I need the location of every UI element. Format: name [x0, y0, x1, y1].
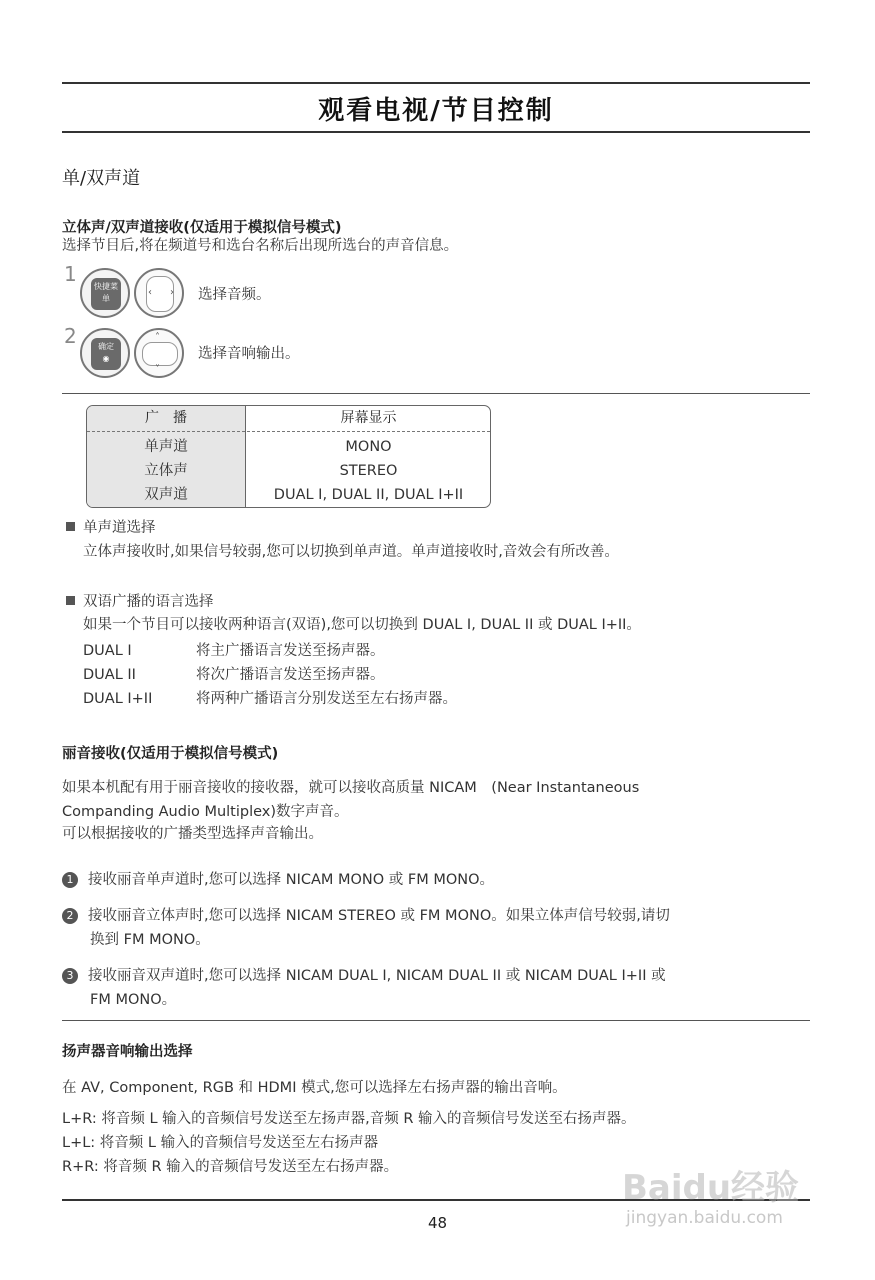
bilingual-title: [66, 590, 214, 614]
section-divider: [62, 1020, 810, 1021]
dual-label: DUAL II: [83, 667, 136, 683]
nicam-item-cont: 换到 FM MONO。: [90, 932, 210, 948]
circled-number: 3: [62, 968, 78, 984]
dual-desc: 将主广播语言发送至扬声器。: [196, 643, 385, 659]
ok-key-label: 确定: [98, 342, 114, 351]
chevron-up-icon: ˄: [155, 332, 160, 343]
speaker-intro: 在 AV, Component, RGB 和 HDMI 模式,您可以选择左右扬声器的输出音响。: [62, 1080, 567, 1096]
table-cell: 双声道: [144, 487, 188, 503]
page-title: 观看电视/节目控制: [318, 96, 554, 126]
mono-select-text: 立体声接收时,如果信号较弱,您可以切换到单声道。单声道接收时,音效会有所改善。: [83, 544, 619, 560]
top-rule: [62, 82, 810, 84]
mono-select-title: [66, 516, 156, 540]
step-text: 选择音频。: [198, 287, 271, 303]
nicam-item-text: 接收丽音立体声时,您可以选择 NICAM STEREO 或 FM MONO。如果立体声信号较弱,请切: [88, 908, 670, 924]
chevron-left-icon: ‹: [148, 287, 152, 298]
nicam-item: [62, 964, 666, 988]
nicam-item-text: 接收丽音双声道时,您可以选择 NICAM DUAL I, NICAM DUAL II 或 NICAM DUAL I+II 或: [88, 968, 666, 984]
table-header-display: 屏幕显示: [340, 410, 397, 426]
table-cell: MONO: [345, 439, 392, 455]
step-number: 2: [64, 324, 77, 348]
step-text: 选择音响输出。: [198, 346, 300, 362]
nicam-para-line2: Companding Audio Multiplex)数字声音。: [62, 804, 349, 820]
nicam-para-line3: 可以根据接收的广播类型选择声音输出。: [62, 826, 323, 842]
nicam-para-line1: 如果本机配有用于丽音接收的接收器，就可以接收高质量 NICAM (Near Instantaneous: [62, 780, 640, 796]
ok-dot-icon: ◉: [102, 354, 110, 363]
table-header-broadcast: 广 播: [145, 410, 187, 426]
page-number: 48: [427, 1214, 448, 1232]
circled-number: 1: [62, 872, 78, 888]
nicam-heading: 丽音接收(仅适用于模拟信号模式): [62, 746, 279, 762]
table-cell: 单声道: [144, 439, 188, 455]
baidu-watermark: Baidu经验: [622, 1168, 800, 1208]
square-bullet-icon: [66, 522, 75, 531]
nicam-item: [62, 868, 494, 892]
speaker-heading: 扬声器音响输出选择: [62, 1044, 193, 1060]
section-divider: [62, 393, 810, 394]
table-header-divider: [87, 431, 490, 432]
section-title: 单/双声道: [62, 168, 141, 189]
stereo-heading: 立体声/双声道接收(仅适用于模拟信号模式): [62, 220, 342, 236]
nicam-item-text: 接收丽音单声道时,您可以选择 NICAM MONO 或 FM MONO。: [88, 872, 495, 888]
nicam-item-cont: FM MONO。: [90, 992, 177, 1008]
baidu-watermark-url: jingyan.baidu.com: [626, 1208, 783, 1228]
up-down-nav-button: [134, 328, 184, 378]
dual-desc: 将次广播语言发送至扬声器。: [196, 667, 385, 683]
quick-menu-button: [80, 268, 130, 318]
bilingual-text: 如果一个节目可以接收两种语言(双语),您可以切换到 DUAL I, DUAL II 或 DUAL I+II。: [83, 617, 641, 633]
dual-desc: 将两种广播语言分别发送至左右扬声器。: [196, 691, 457, 707]
quick-menu-key-label: 快捷菜单: [94, 282, 118, 303]
dual-label: DUAL I+II: [83, 691, 153, 707]
step-number: 1: [64, 262, 77, 286]
broadcast-table: [86, 405, 491, 508]
nav-inner: [142, 342, 178, 366]
speaker-line: R+R: 将音频 R 输入的音频信号发送至左右扬声器。: [62, 1159, 399, 1175]
mono-select-title-text: 单声道选择: [83, 520, 156, 536]
ok-button: [80, 328, 130, 378]
stereo-intro: 选择节目后,将在频道号和选台名称后出现所选台的声音信息。: [62, 238, 459, 254]
bilingual-title-text: 双语广播的语言选择: [83, 594, 214, 610]
circled-number: 2: [62, 908, 78, 924]
quick-menu-key: [91, 278, 121, 310]
table-cell: 立体声: [144, 463, 188, 479]
chevron-right-icon: ›: [170, 287, 174, 298]
square-bullet-icon: [66, 596, 75, 605]
dual-label: DUAL I: [83, 643, 132, 659]
table-cell: DUAL I, DUAL II, DUAL I+II: [273, 487, 464, 503]
speaker-line: L+L: 将音频 L 输入的音频信号发送至左右扬声器: [62, 1135, 379, 1151]
chevron-down-icon: ˅: [155, 364, 160, 375]
nicam-item: [62, 904, 670, 928]
speaker-line: L+R: 将音频 L 输入的音频信号发送至左扬声器,音频 R 输入的音频信号发送至右扬声器。: [62, 1111, 636, 1127]
title-rule: [62, 131, 810, 133]
table-cell: STEREO: [339, 463, 398, 479]
left-right-nav-button: [134, 268, 184, 318]
ok-key: [91, 338, 121, 370]
